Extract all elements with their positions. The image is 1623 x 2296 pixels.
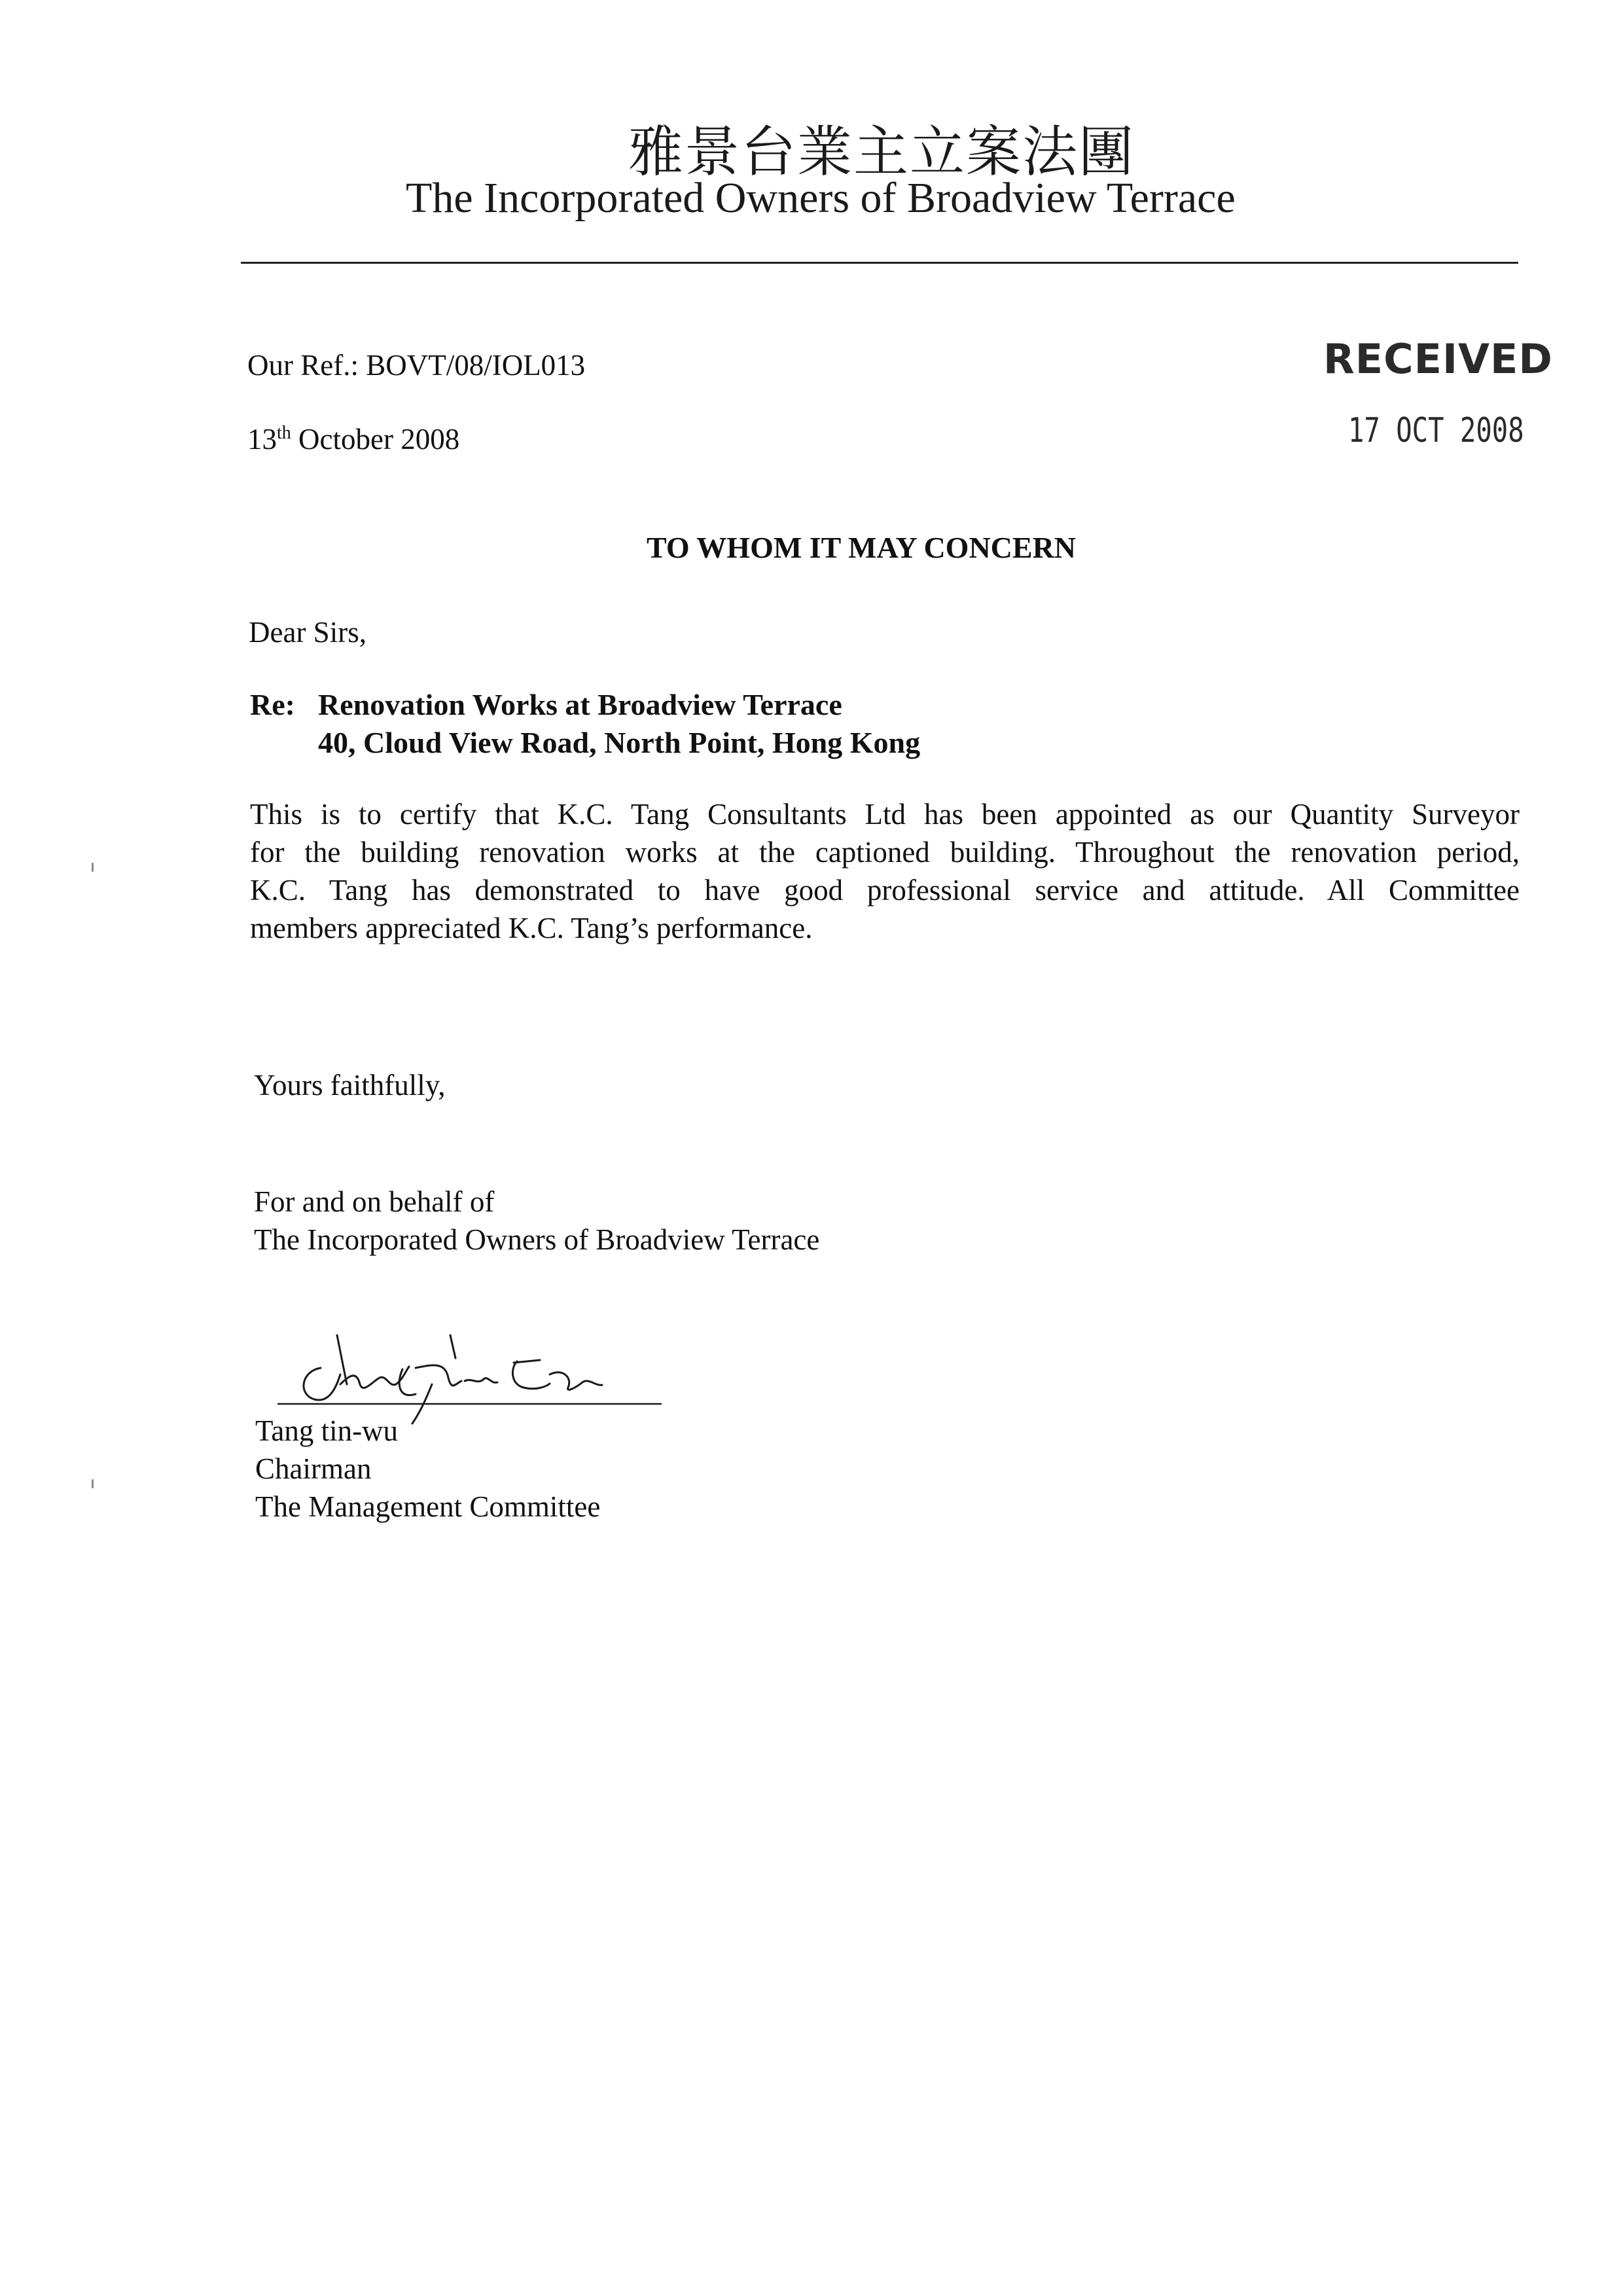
subject-prefix: Re: xyxy=(250,688,295,721)
signatory-committee: The Management Committee xyxy=(255,1490,601,1523)
scan-speck xyxy=(92,863,94,872)
body-paragraph xyxy=(250,795,1520,947)
reference-number: Our Ref.: BOVT/08/IOL013 xyxy=(247,349,586,382)
behalf-line-2: The Incorporated Owners of Broadview Terrace xyxy=(254,1223,820,1256)
body-line: members appreciated K.C. Tang’s performance. xyxy=(250,912,813,944)
closing: Yours faithfully, xyxy=(254,1069,446,1102)
subject-line-2: 40, Cloud View Road, North Point, Hong Kong xyxy=(318,726,921,759)
signatory-name: Tang tin-wu xyxy=(255,1414,399,1447)
body-line: for the building renovation works at the captioned building. Throughout the renovation period, xyxy=(250,836,1520,869)
received-stamp-label: RECEIVED xyxy=(1323,335,1553,383)
scan-speck xyxy=(92,1479,94,1488)
received-stamp-date: 17 OCT 2008 xyxy=(1348,411,1524,450)
letterhead-divider xyxy=(241,262,1518,264)
handwritten-signature xyxy=(275,1322,668,1427)
letter-date xyxy=(247,422,459,456)
letterhead-chinese-name: 雅景台業主立案法團 xyxy=(628,122,1135,183)
behalf-line-1: For and on behalf of xyxy=(254,1185,495,1218)
subject-line-1: Renovation Works at Broadview Terrace xyxy=(318,688,842,721)
date-day: 13 xyxy=(247,423,277,456)
body-line: K.C. Tang has demonstrated to have good professional service and attitude. All Committee xyxy=(250,874,1520,906)
letter-heading: TO WHOM IT MAY CONCERN xyxy=(647,531,1077,564)
body-line: This is to certify that K.C. Tang Consultants Ltd has been appointed as our Quantity Surveyor xyxy=(250,798,1520,831)
letterhead-english-name: The Incorporated Owners of Broadview Terrace xyxy=(406,174,1236,222)
signatory-title: Chairman xyxy=(255,1452,372,1485)
date-rest: October 2008 xyxy=(291,423,460,456)
salutation: Dear Sirs, xyxy=(249,616,366,649)
date-suffix: th xyxy=(277,423,291,443)
